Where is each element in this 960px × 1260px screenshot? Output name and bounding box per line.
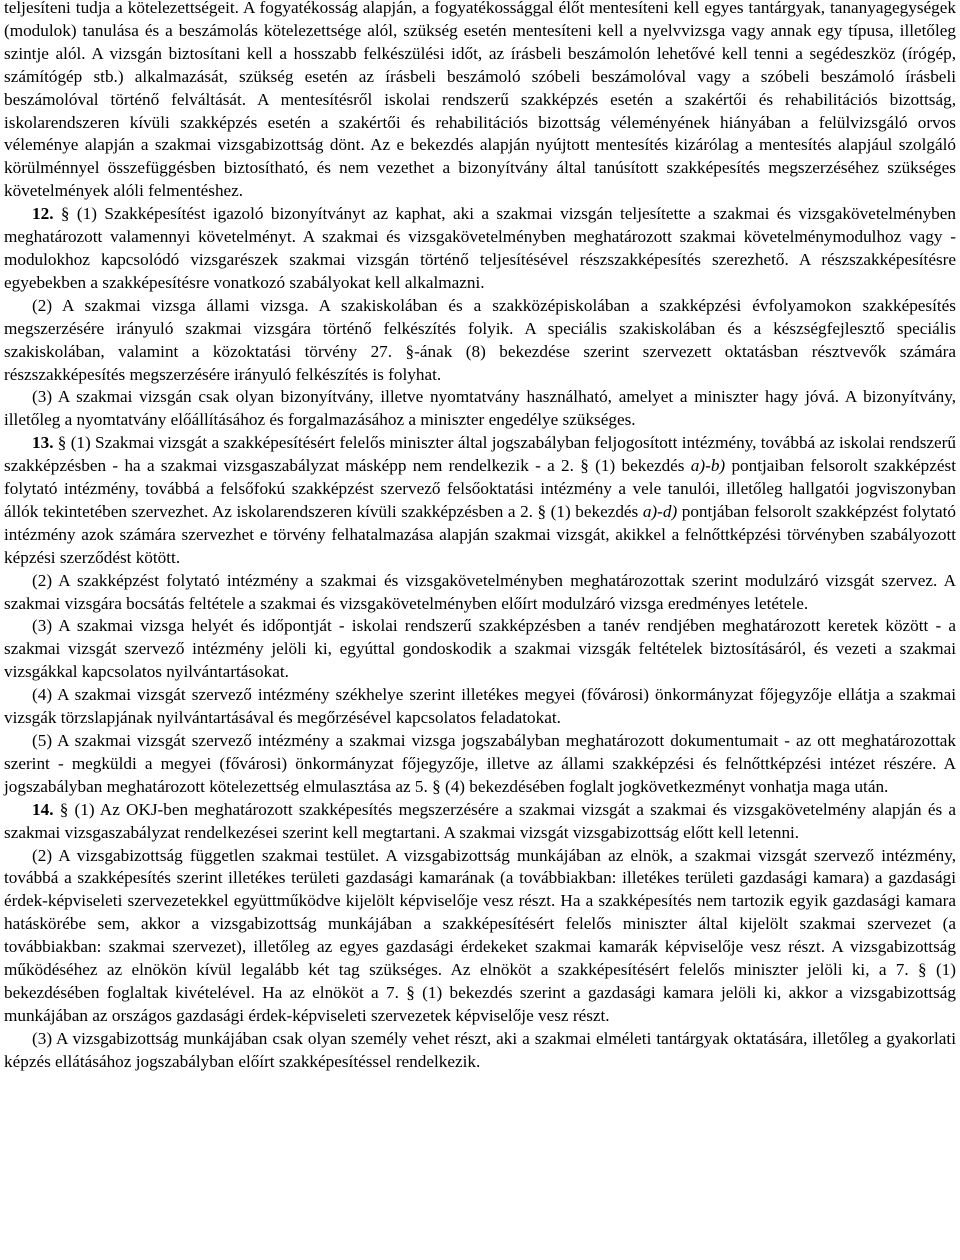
paragraph-section-13-2 <box>4 570 956 616</box>
paragraph-text: (2) A szakmai vizsga állami vizsga. A szakiskolában és a szakközépiskolában a szakképzési évfolyamokon szakképesítés megszerzésére irányuló szakmai vizsgára történő felkészítés folyik. A speciális szakiskolában és a készségfejlesztő speciális szakiskolában, valamint a közoktatási törvény 27. §-ának (8) bekezdése szerint szervezett oktatásban résztvevők számára részszakképesítés megszerzésére irányuló felkészítés is folyhat. <box>4 295 956 384</box>
paragraph-section-14-2 <box>4 845 956 1028</box>
paragraph-text: § (1) Szakmai vizsgát a szakképesítésért felelős miniszter által jogszabályban feljogosított intézmény, továbbá az iskolai rendszerű szakképzésben - ha a szakmai vizsgaszabályzat másképp nem rendelkezik - a 2. § (1) bekezdés <box>4 433 956 476</box>
italic-reference: a)-d) <box>642 501 678 521</box>
paragraph-section-13-5 <box>4 730 956 799</box>
paragraph-text: (2) A szakképzést folytató intézmény a szakmai és vizsgakövetelményben meghatározottak szerint modulzáró vizsgát szervez. A szakmai vizsgára bocsátás feltétele a szakmai és vizsgakövetelményben előírt modulzáró vizsga eredményes letétele. <box>4 570 956 613</box>
paragraph-text: pontjaiban felsorolt szakképzést folytató intézmény, továbbá a felsőfokú szakképzést szervező felsőoktatási intézmény a vele tanulói, illetőleg hallgatói jogviszonyban állók tekintetében szervezhet. Az iskolarendszeren kívüli szakképzésben a 2. § (1) bekezdés <box>4 456 956 521</box>
paragraph-text: (5) A szakmai vizsgát szervező intézmény a szakmai vizsga jogszabályban meghatározott dokumentumait - az ott meghatározottak szerint - megküldi a megyei (fővárosi) önkormányzat főjegyzője, illetve az állami szakképzési és felnőttképzési intézet részére. A jogszabályban meghatározott kötelezettség elmulasztása az 5. § (4) bekezdésében foglalt jogkövetkezményt vonhatja maga után. <box>4 731 956 796</box>
paragraph-section-12-3 <box>4 386 956 432</box>
paragraph-section-13-1 <box>4 432 956 569</box>
document-page <box>4 0 956 1074</box>
paragraph-text: § (1) Szakképesítést igazoló bizonyítványt az kaphat, aki a szakmai vizsgán teljesítette a szakmai és vizsgakövetelményben meghatározott valamennyi követelményt. A szakmai és vizsgakövetelményben meghatározott szakmai követelménymodulhoz vagy -modulokhoz kapcsolódó vizsgarészek szakmai vizsgán történő teljesítésével részszakképesítés szerezhető. A részszakképesítésre egyebekben a szakképesítésre vonatkozó szabályokat kell alkalmazni. <box>4 204 956 292</box>
section-number: 13. <box>32 433 54 453</box>
paragraph-text: (3) A vizsgabizottság munkájában csak olyan személy vehet részt, aki a szakmai elméleti tantárgyak oktatására, illetőleg a gyakorlati képzés ellátásához jogszabályban előírt szakképesítéssel rendelkezik. <box>4 1028 956 1071</box>
paragraph-text: (3) A szakmai vizsga helyét és időpontját - iskolai rendszerű szakképzésben a tanév rendjében meghatározott keretek között - a szakmai vizsgát szervező intézmény jelöli ki, egyúttal gondoskodik a szakmai vizsgák feltételek biztosításáról, és vezeti a szakmai vizsgákkal kapcsolatos nyilvántartásokat. <box>4 616 956 682</box>
paragraph-text: teljesíteni tudja a kötelezettségeit. A fogyatékosság alapján, a fogyatékossággal élőt mentesíteni kell egyes tantárgyak, tananyagegységek (modulok) tanulása és a beszámolás kötelezettsége alól, szükség esetén mentesíteni kell a nyelvvizsga vagy annak egy típusa, illetőleg szintje alól. A vizsgán biztosítani kell a hosszabb felkészülési időt, az írásbeli beszámolón lehetővé kell tenni a segédeszköz (írógép, számítógép stb.) alkalmazását, szükség esetén az írásbeli beszámoló szóbeli beszámolóval vagy a szóbeli beszámoló írásbeli beszámolóval történő felváltását. A mentesítésről iskolai rendszerű szakképzés esetén a szakértői és rehabilitációs bizottság, iskolarendszeren kívüli szakképzés esetén a szakértői és rehabilitációs bizottság véleményének hiányában a felülvizsgáló orvos véleménye alapján a szakmai vizsgabizottság dönt. Az e bekezdés alapján nyújtott mentesítés kizárólag a mentesítés alapjául szolgáló körülménnyel összefüggésben biztosítható, és nem vezethet a bizonyítvány által tanúsított szakképesítés megszerzéséhez szükséges követelmények alóli felmentéshez. <box>4 0 956 201</box>
paragraph-section-14-3 <box>4 1028 956 1074</box>
italic-reference: a)-b) <box>690 456 726 476</box>
paragraph-section-13-3 <box>4 615 956 684</box>
paragraph-section-14-1 <box>4 799 956 845</box>
paragraph-text: pontjában felsorolt szakképzést folytató intézmény azok számára szervezhet e törvény felhatalmazása alapján szakmai vizsgát, akikkel a felnőttképzési törvényben szabályozott képzési szerződést kötött. <box>4 501 956 567</box>
paragraph-continuation <box>4 0 956 203</box>
paragraph-section-12-1 <box>4 203 956 295</box>
paragraph-text: § (1) Az OKJ-ben meghatározott szakképesítés megszerzésére a szakmai vizsgát a szakmai és vizsgakövetelmény alapján és a szakmai vizsgaszabályzat rendelkezései szerint kell megtartani. A szakmai vizsgát vizsgabizottság előtt kell letenni. <box>4 799 956 842</box>
section-number: 12. <box>32 204 54 224</box>
section-number: 14. <box>32 799 54 819</box>
paragraph-text: (4) A szakmai vizsgát szervező intézmény székhelye szerint illetékes megyei (fővárosi) önkormányzat főjegyzője ellátja a szakmai vizsgák törzslapjának nyilvántartásával és megőrzésével kapcsolatos feladatokat. <box>4 685 956 728</box>
paragraph-section-13-4 <box>4 684 956 730</box>
paragraph-text: (3) A szakmai vizsgán csak olyan bizonyítvány, illetve nyomtatvány használható, amelyet a miniszter hagy jóvá. A bizonyítvány, illetőleg a nyomtatvány előállításához és forgalmazásához a miniszter engedélye szükséges. <box>4 387 956 430</box>
paragraph-section-12-2 <box>4 295 956 387</box>
paragraph-text: (2) A vizsgabizottság független szakmai testület. A vizsgabizottság munkájában az elnök, a szakmai vizsgát szervező intézmény, továbbá a szakképesítés szerint illetékes területi gazdasági kamarának (a továbbiakban: illetékes területi gazdasági kamara) a gazdasági érdek-képviseleti szervezetekkel együttműködve kijelölt képviselője vesz részt. Ha a szakképesítés nem tartozik egyik gazdasági kamara hatáskörébe sem, akkor a vizsgabizottság munkájában a szakképesítésért felelős miniszter által kijelölt szakmai szervezet (a továbbiakban: szakmai szervezet), illetőleg az egyes gazdasági érdekeket szakmai kamarák képviselője vesz részt. A vizsgabizottság működéséhez az elnökön kívül legalább két tag szükséges. Az elnököt a szakképesítésért felelős miniszter jelöli ki, a 7. § (1) bekezdésében foglaltak kivételével. Ha az elnököt a 7. § (1) bekezdés szerint a gazdasági kamara jelöli ki, akkor a vizsgabizottság munkájában az országos gazdasági érdek-képviseleti szervezetek képviselője vesz részt. <box>4 845 956 1025</box>
